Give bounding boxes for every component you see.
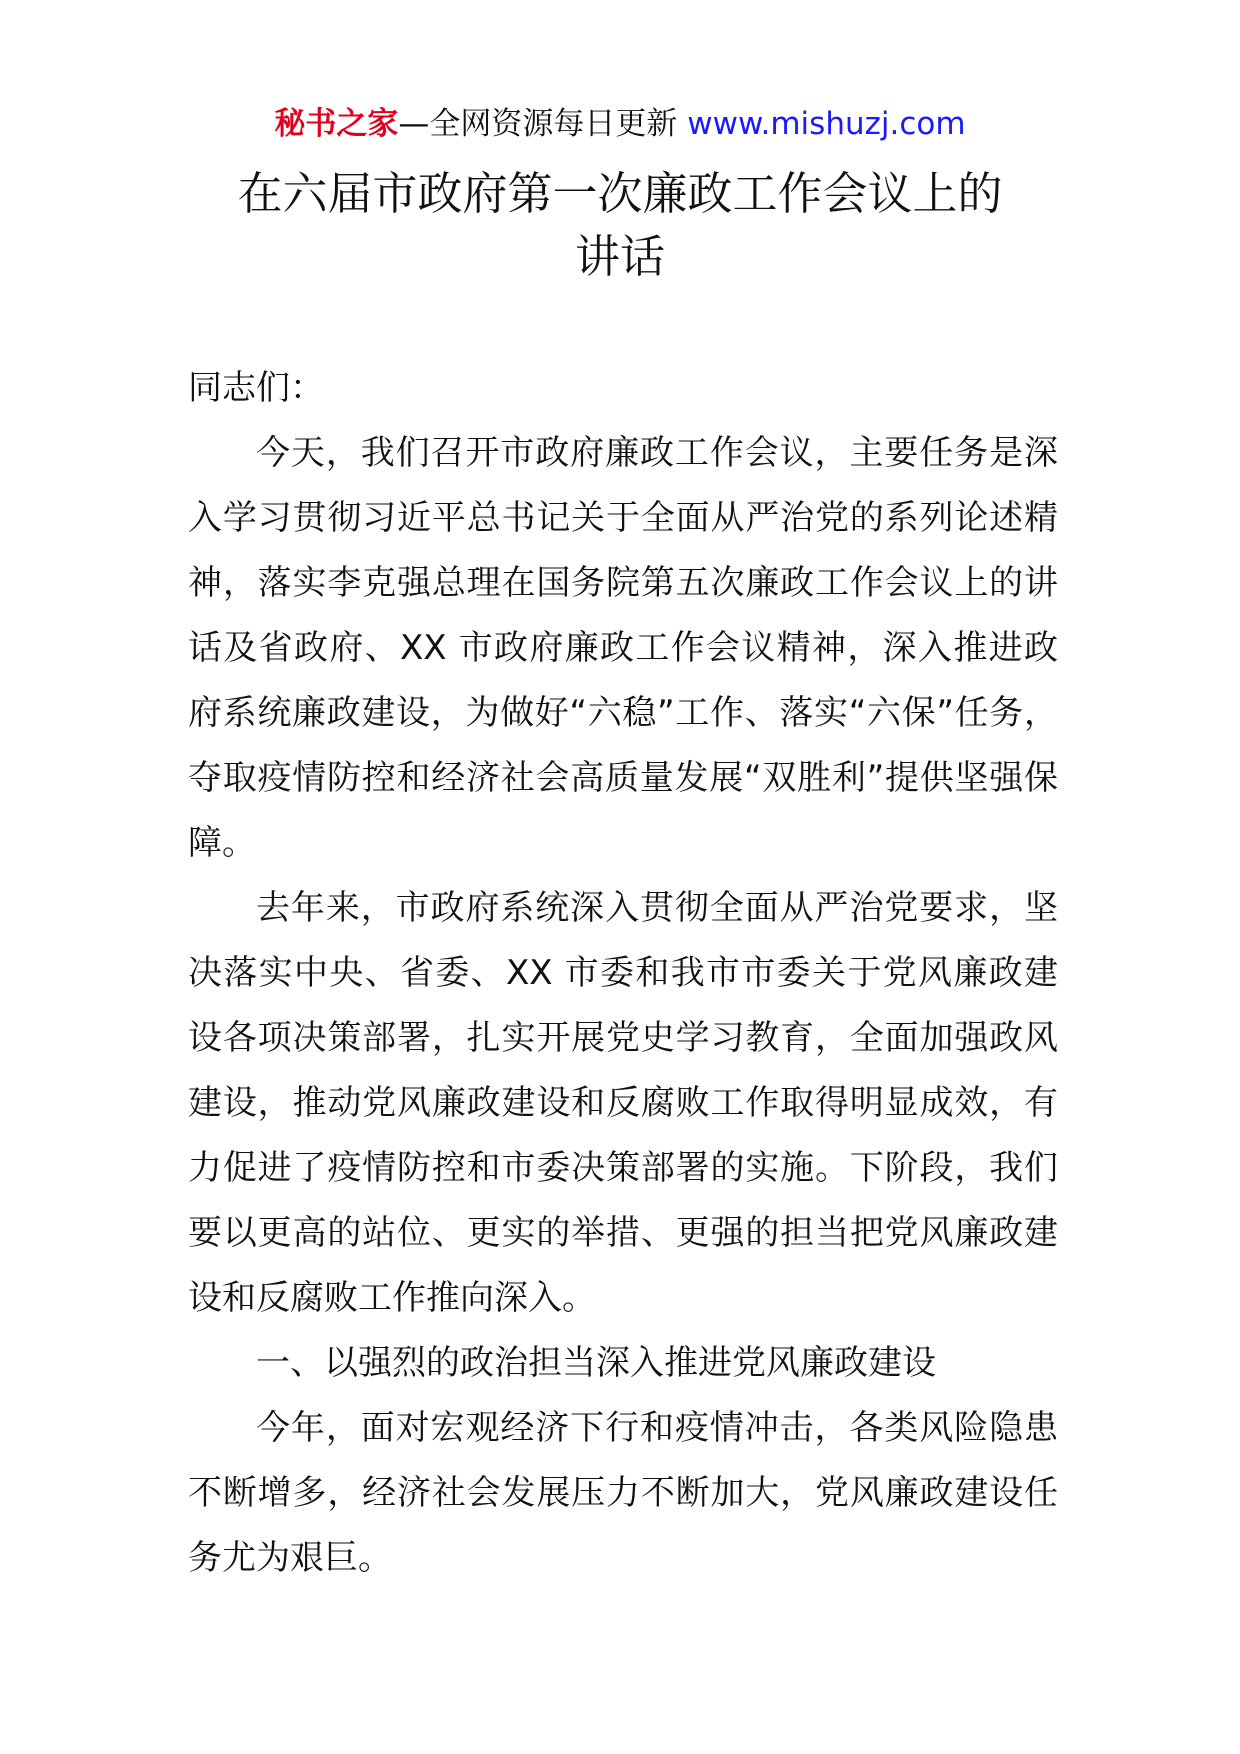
- title-line-1: 在六届市政府第一次廉政工作会议上的: [237, 167, 1003, 220]
- paragraph-review: 去年来，市政府系统深入贯彻全面从严治党要求，坚决落实中央、省委、XX 市委和我市市委关于党风廉政建设各项决策部署，扎实开展党史学习教育，全面加强政风建设，推动党风廉政建设和反腐败工作取得明显成效，有力促进了疫情防控和市委决策部署的实施。下阶段，我们要以更高的站位、更实的举措、更强的担当把党风廉政建设和反腐败工作推向深入。: [188, 888, 1058, 1318]
- paragraph-intro: 今天，我们召开市政府廉政工作会议，主要任务是深入学习贯彻习近平总书记关于全面从严治党的系列论述精神，落实李克强总理在国务院第五次廉政工作会议上的讲话及省政府、XX 市政府廉政工作会议精神，深入推进政府系统廉政建设，为做好“六稳”工作、落实“六保”任务，夺取疫情防控和经济社会高质量发展“双胜利”提供坚强保障。: [188, 433, 1058, 863]
- document-body: [188, 356, 1058, 1591]
- document-title: [0, 162, 1240, 288]
- section-heading: 一、以强烈的政治担当深入推进党风廉政建设: [256, 1343, 936, 1383]
- slogan-text: —全网资源每日更新: [398, 106, 678, 142]
- title-line-2: 讲话: [574, 230, 665, 283]
- brand-name: 秘书之家: [274, 106, 399, 142]
- website-link[interactable]: www.mishuzj.com: [687, 106, 966, 142]
- site-header: [0, 104, 1240, 144]
- paragraph-section-1: 今年，面对宏观经济下行和疫情冲击，各类风险隐患不断增多，经济社会发展压力不断加大，党风廉政建设任务尤为艰巨。: [188, 1408, 1058, 1578]
- greeting: 同志们：: [188, 368, 324, 408]
